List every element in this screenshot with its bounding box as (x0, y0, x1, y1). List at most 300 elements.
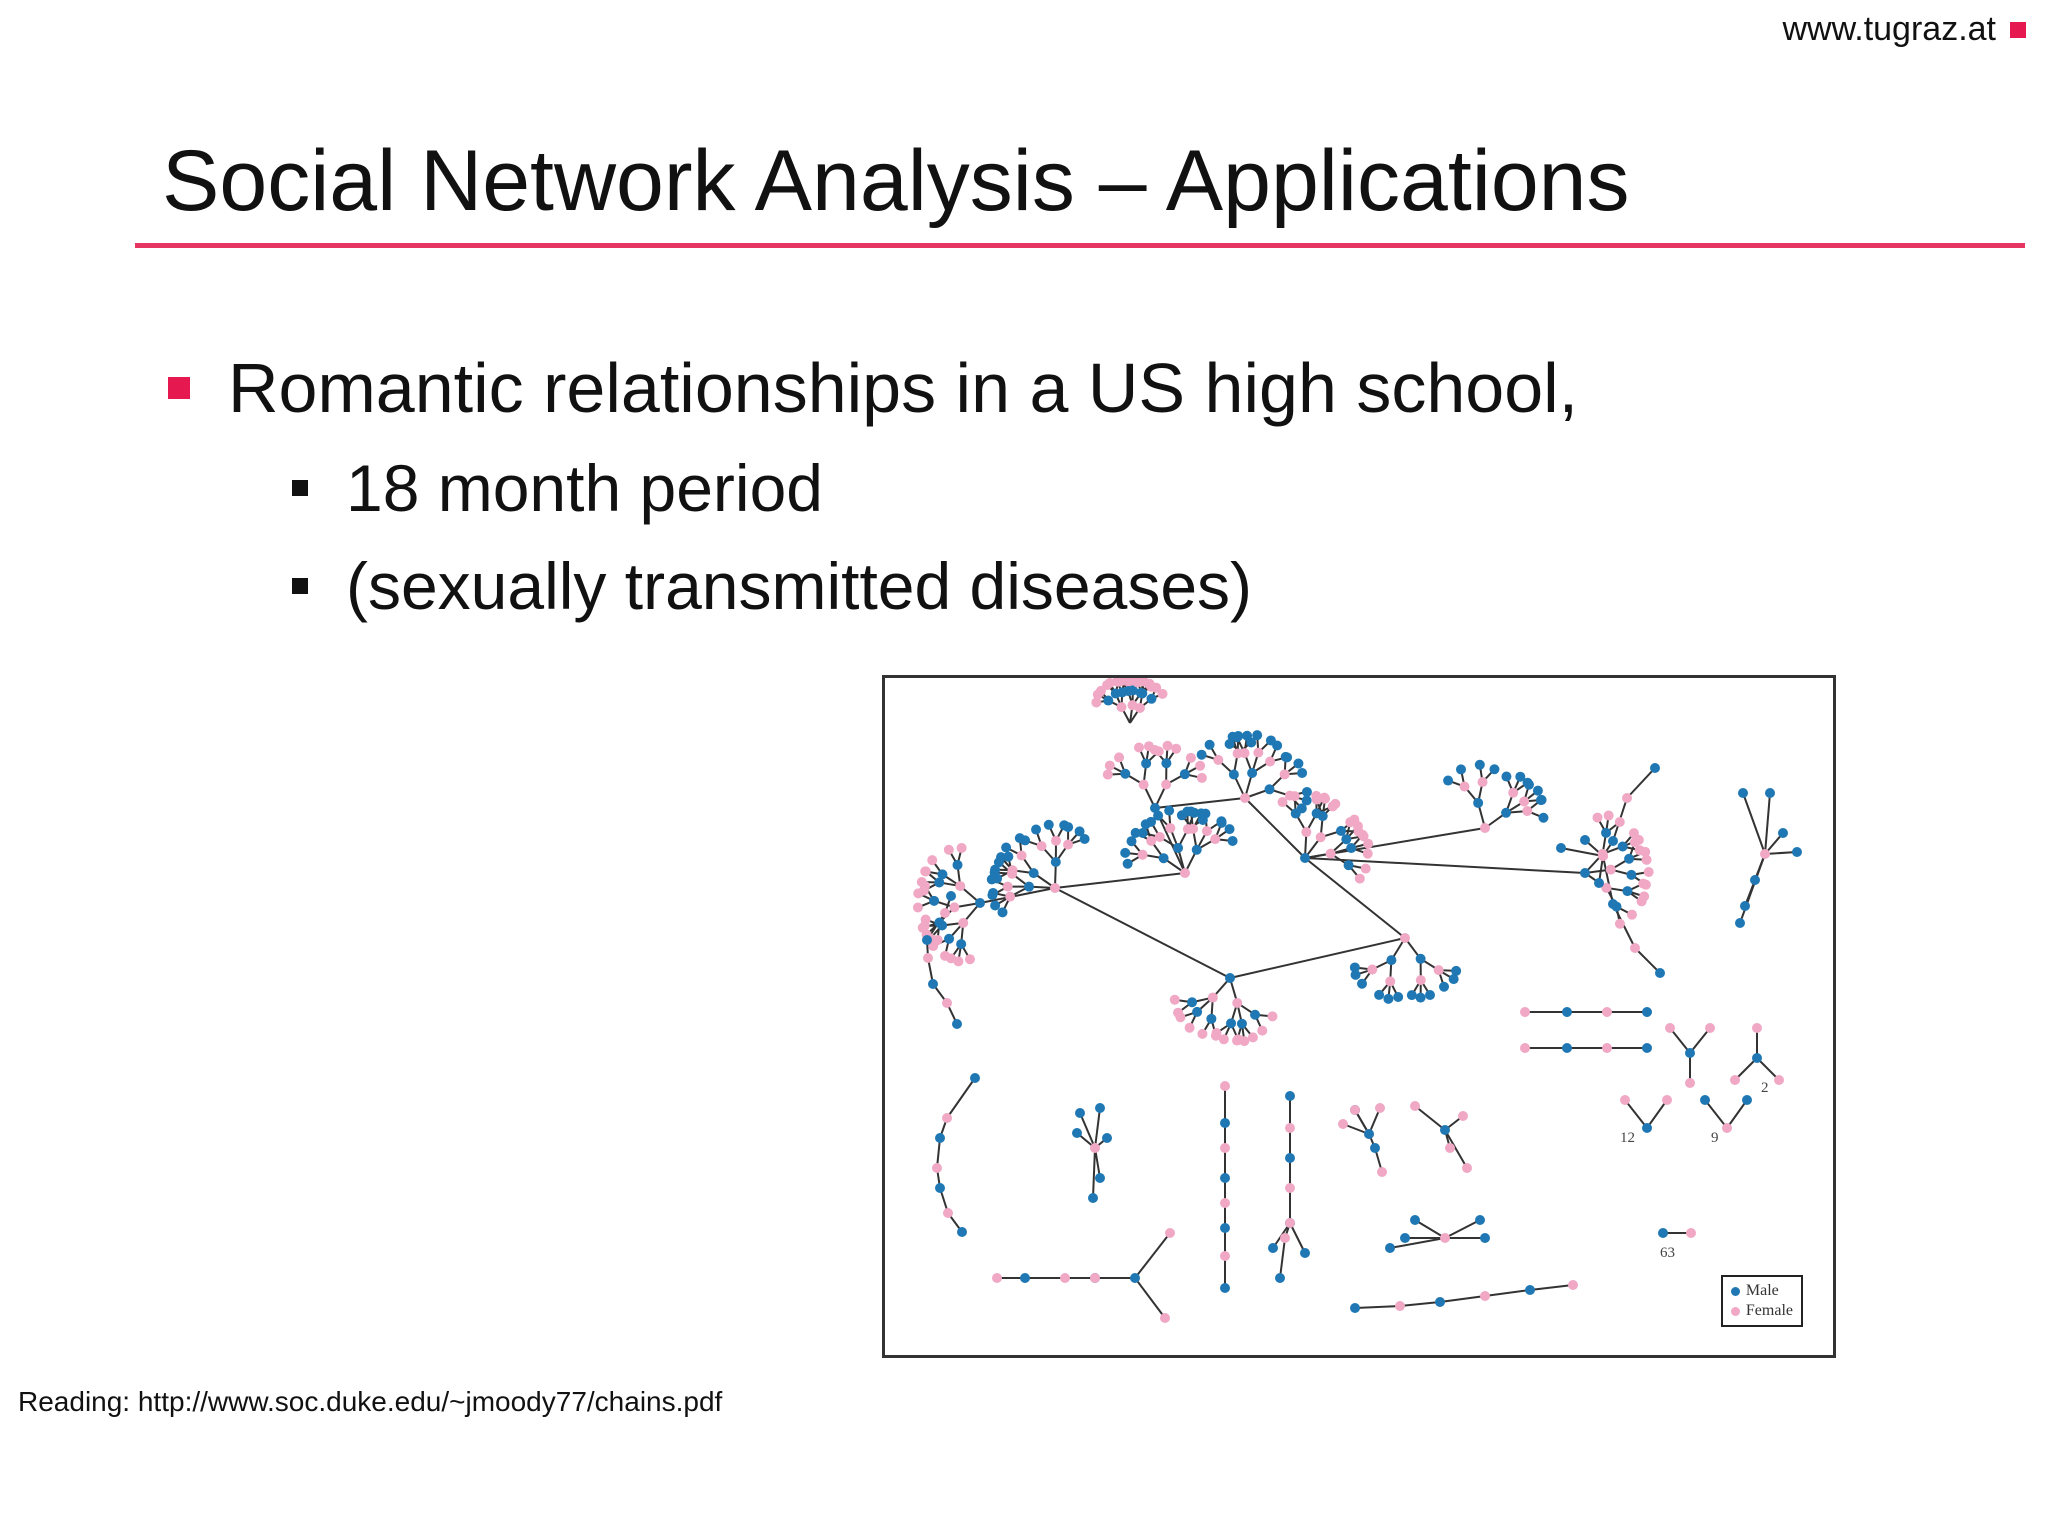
legend-male (1731, 1281, 1793, 1301)
male-node (1138, 828, 1148, 838)
female-node (1197, 1029, 1207, 1039)
male-node (1370, 1143, 1380, 1153)
female-node (1161, 780, 1171, 790)
female-node (1210, 834, 1220, 844)
female-node (1604, 811, 1614, 821)
network-edge (1355, 1306, 1400, 1308)
female-node (1630, 837, 1640, 847)
male-node (1206, 1014, 1216, 1024)
female-node (1375, 1103, 1385, 1113)
network-edge (1415, 1220, 1445, 1238)
male-node (970, 1073, 980, 1083)
female-node (1480, 1291, 1490, 1301)
male-node (1051, 857, 1061, 867)
male-node (1159, 853, 1169, 863)
reading-reference[interactable]: Reading: http://www.soc.duke.edu/~jmoody77/chains.pdf (18, 1386, 723, 1417)
male-node (1228, 836, 1238, 846)
subbullet-1 (292, 450, 823, 526)
female-node (1139, 780, 1149, 790)
male-node (1416, 993, 1426, 1003)
male-node (1186, 806, 1196, 816)
female-node (1150, 745, 1160, 755)
male-node (1456, 764, 1466, 774)
female-node (1146, 836, 1156, 846)
male-node (1268, 1243, 1278, 1253)
male-node (934, 918, 944, 928)
male-node (1618, 841, 1628, 851)
male-node (1410, 1215, 1420, 1225)
network-edges (918, 678, 1797, 1318)
male-dot-icon (1731, 1287, 1740, 1296)
male-node (1192, 845, 1202, 855)
male-node (1120, 848, 1130, 858)
network-edge (1635, 948, 1660, 973)
female-node (1163, 741, 1173, 751)
male-node (1220, 1223, 1230, 1233)
network-edge (1135, 1233, 1170, 1278)
male-node (1161, 758, 1171, 768)
male-node (957, 1227, 967, 1237)
female-node (1267, 1011, 1277, 1021)
male-node (1247, 768, 1257, 778)
subbullet-text: (sexually transmitted diseases) (346, 549, 1253, 623)
network-edge (1705, 1100, 1727, 1128)
network-edge (1445, 1220, 1480, 1238)
female-node (1606, 865, 1616, 875)
male-node (1225, 824, 1235, 834)
site-url-text[interactable]: www.tugraz.at (1782, 10, 1996, 48)
female-node (1005, 892, 1015, 902)
male-node (1300, 853, 1310, 863)
male-node (1346, 843, 1356, 853)
male-node (1538, 813, 1548, 823)
female-node (1363, 839, 1373, 849)
female-node (1197, 773, 1207, 783)
male-node (1120, 769, 1130, 779)
female-node (1185, 1023, 1195, 1033)
female-node (1326, 849, 1336, 859)
network-edge (1230, 938, 1405, 978)
female-node (1722, 1123, 1732, 1133)
male-node (1742, 1095, 1752, 1105)
male-node (1020, 1273, 1030, 1283)
male-node (1440, 1125, 1450, 1135)
male-node (928, 979, 938, 989)
network-edge (1290, 1223, 1305, 1253)
female-node (1622, 793, 1632, 803)
female-node (1003, 882, 1013, 892)
network-graph (885, 678, 1833, 1355)
male-node (1250, 1010, 1260, 1020)
male-node (1357, 979, 1367, 989)
female-node (958, 918, 968, 928)
female-node (1522, 806, 1532, 816)
female-node (1114, 752, 1124, 762)
female-node (1459, 782, 1469, 792)
male-node (1217, 818, 1227, 828)
network-edge (1530, 1285, 1573, 1290)
female-node (1285, 1123, 1295, 1133)
male-node (1475, 1215, 1485, 1225)
male-node (1285, 1153, 1295, 1163)
male-node (1624, 854, 1634, 864)
female-node (1188, 824, 1198, 834)
slide-title: Social Network Analysis – Applications (162, 133, 1630, 229)
male-node (1364, 1129, 1374, 1139)
male-node (1063, 822, 1073, 832)
female-node (1445, 1143, 1455, 1153)
male-node (990, 865, 1000, 875)
male-node (1341, 834, 1351, 844)
female-node (1774, 1075, 1784, 1085)
component-label: 2 (1761, 1080, 1769, 1096)
male-node (1197, 750, 1207, 760)
female-node (1155, 832, 1165, 842)
female-node (1602, 1007, 1612, 1017)
female-node (1103, 770, 1113, 780)
male-node (1700, 1095, 1710, 1105)
female-node (1220, 1198, 1230, 1208)
female-node (1240, 793, 1250, 803)
legend-female-label: Female (1745, 1302, 1793, 1319)
male-node (1608, 836, 1618, 846)
female-node (1642, 855, 1652, 865)
female-node (1180, 868, 1190, 878)
female-node (1186, 753, 1196, 763)
male-node (1123, 859, 1133, 869)
male-node (1580, 868, 1590, 878)
female-node (1280, 769, 1290, 779)
female-node (1519, 796, 1529, 806)
female-node (1358, 830, 1368, 840)
female-node (1240, 748, 1250, 758)
network-edge (1627, 768, 1655, 798)
male-node (1524, 780, 1534, 790)
network-edge (1485, 1290, 1530, 1296)
male-node (1792, 847, 1802, 857)
female-node (940, 951, 950, 961)
female-node (992, 1273, 1002, 1283)
male-node (1642, 1123, 1652, 1133)
female-dot-icon (1731, 1307, 1740, 1316)
female-node (1135, 703, 1145, 713)
male-node (1285, 1091, 1295, 1101)
male-node (1153, 811, 1163, 821)
female-node (1615, 919, 1625, 929)
female-node (1233, 1034, 1243, 1044)
male-node (1525, 1285, 1535, 1295)
male-node (1103, 696, 1113, 706)
female-node (1195, 761, 1205, 771)
female-node (1363, 849, 1373, 859)
network-edge (1727, 1100, 1747, 1128)
female-node (1301, 827, 1311, 837)
female-node (944, 845, 954, 855)
female-node (1627, 910, 1637, 920)
female-node (1051, 836, 1061, 846)
female-node (1508, 788, 1518, 798)
male-node (922, 935, 932, 945)
male-node (1501, 772, 1511, 782)
network-edge (1647, 1100, 1667, 1128)
female-node (1257, 1026, 1267, 1036)
male-node (1473, 798, 1483, 808)
female-node (932, 1163, 942, 1173)
female-node (1090, 1143, 1100, 1153)
male-node (1080, 834, 1090, 844)
network-edge (1093, 1148, 1095, 1198)
male-node (1146, 694, 1156, 704)
male-node (1130, 1273, 1140, 1283)
female-node (1338, 1119, 1348, 1129)
female-node (1730, 1075, 1740, 1085)
male-node (990, 901, 1000, 911)
male-node (1291, 809, 1301, 819)
male-node (1489, 764, 1499, 774)
male-node (1177, 810, 1187, 820)
subbullet-2 (292, 548, 1252, 624)
male-node (929, 896, 939, 906)
subbullet-text: 18 month period (346, 451, 823, 525)
female-node (1171, 744, 1181, 754)
male-node (1740, 901, 1750, 911)
male-node (1536, 795, 1546, 805)
male-node (1642, 1043, 1652, 1053)
male-node (946, 891, 956, 901)
male-node (1752, 1053, 1762, 1063)
female-node (1165, 1228, 1175, 1238)
female-node (1395, 1301, 1405, 1311)
male-node (1220, 1173, 1230, 1183)
female-node (1060, 1273, 1070, 1283)
site-url[interactable] (1782, 10, 2026, 49)
male-node (935, 1183, 945, 1193)
network-edge (1603, 856, 1613, 904)
male-node (1562, 1007, 1572, 1017)
female-node (1685, 1078, 1695, 1088)
female-node (1220, 1143, 1230, 1153)
network-edge (1055, 873, 1185, 888)
female-node (918, 923, 928, 933)
male-node (1626, 870, 1636, 880)
male-node (1439, 982, 1449, 992)
female-node (1316, 832, 1326, 842)
male-node (1293, 759, 1303, 769)
female-node (1478, 777, 1488, 787)
female-node (1353, 821, 1363, 831)
male-node (1374, 990, 1384, 1000)
male-node (1425, 990, 1435, 1000)
female-node (1410, 1101, 1420, 1111)
male-node (1685, 1048, 1695, 1058)
bullet-level1 (168, 348, 1578, 428)
female-node (1593, 813, 1603, 823)
female-node (1160, 1313, 1170, 1323)
male-node (992, 873, 1002, 883)
female-node (1037, 841, 1047, 851)
female-node (955, 881, 965, 891)
male-node (1383, 994, 1393, 1004)
female-node (1462, 1163, 1472, 1173)
male-node (1556, 843, 1566, 853)
brand-square-icon (2010, 22, 2026, 38)
male-node (1102, 1133, 1112, 1143)
female-node (1320, 794, 1330, 804)
male-node (1580, 835, 1590, 845)
network-edge (1440, 1296, 1485, 1302)
male-node (1642, 1007, 1652, 1017)
female-node (920, 866, 930, 876)
female-node (1173, 1008, 1183, 1018)
network-edge (1305, 858, 1405, 938)
female-node (1134, 742, 1144, 752)
female-node (1458, 1111, 1468, 1121)
female-node (1602, 1043, 1612, 1053)
female-node (940, 908, 950, 918)
male-node (1226, 1018, 1236, 1028)
female-node (1568, 1280, 1578, 1290)
female-node (1253, 748, 1263, 758)
female-node (942, 1113, 952, 1123)
female-node (1280, 1233, 1290, 1243)
male-node (1095, 1173, 1105, 1183)
male-node (1225, 973, 1235, 983)
network-nodes (913, 678, 1802, 1323)
female-node (1644, 867, 1654, 877)
male-node (1252, 730, 1262, 740)
male-node (1501, 808, 1511, 818)
female-node (1232, 998, 1242, 1008)
male-node (1265, 784, 1275, 794)
female-node (919, 886, 929, 896)
male-node (1443, 776, 1453, 786)
female-node (1752, 1023, 1762, 1033)
female-node (957, 843, 967, 853)
male-node (1095, 1103, 1105, 1113)
female-node (1355, 874, 1365, 884)
male-node (1738, 788, 1748, 798)
male-node (1229, 769, 1239, 779)
female-node (1285, 1218, 1295, 1228)
male-node (996, 852, 1006, 862)
legend-female (1731, 1301, 1793, 1321)
male-node (1137, 688, 1147, 698)
female-node (1361, 864, 1371, 874)
male-node (1300, 1248, 1310, 1258)
male-node (1622, 886, 1632, 896)
component-label: 12 (1620, 1130, 1635, 1146)
female-node (933, 935, 943, 945)
female-node (927, 855, 937, 865)
male-node (1318, 811, 1328, 821)
male-node (1020, 835, 1030, 845)
male-node (1533, 786, 1543, 796)
female-node (1665, 1023, 1675, 1033)
male-node (1275, 1273, 1285, 1283)
female-node (1090, 1273, 1100, 1283)
female-node (1220, 1251, 1230, 1261)
female-node (1637, 896, 1647, 906)
male-node (1778, 828, 1788, 838)
female-node (1165, 823, 1175, 833)
male-node (1350, 1303, 1360, 1313)
male-node (1449, 974, 1459, 984)
male-node (1562, 1043, 1572, 1053)
female-node (1017, 851, 1027, 861)
male-node (952, 1019, 962, 1029)
female-node (1385, 976, 1395, 986)
network-figure (882, 675, 1836, 1358)
network-edge (1625, 1100, 1647, 1128)
female-node (1278, 797, 1288, 807)
male-node (956, 939, 966, 949)
female-node (1330, 799, 1340, 809)
female-node (1377, 1167, 1387, 1177)
network-edge (1390, 1238, 1445, 1248)
male-node (1594, 878, 1604, 888)
female-node (1211, 1031, 1221, 1041)
female-node (1208, 993, 1218, 1003)
male-node (1205, 740, 1215, 750)
female-node (1138, 850, 1148, 860)
female-node (1202, 826, 1212, 836)
male-node (1281, 752, 1291, 762)
bullet-text: Romantic relationships in a US high school, (228, 349, 1579, 427)
male-node (1393, 992, 1403, 1002)
female-node (923, 953, 933, 963)
male-node (1072, 1128, 1082, 1138)
male-node (1735, 918, 1745, 928)
legend (1721, 1275, 1803, 1327)
male-node (944, 934, 954, 944)
male-node (1655, 968, 1665, 978)
female-node (1367, 965, 1377, 975)
male-node (1075, 1108, 1085, 1118)
male-node (1416, 954, 1426, 964)
female-node (949, 902, 959, 912)
male-node (1220, 1118, 1230, 1128)
male-node (1237, 1019, 1247, 1029)
male-node (1601, 828, 1611, 838)
male-node (1242, 731, 1252, 741)
component-label: 9 (1711, 1130, 1719, 1146)
network-edge (1095, 1108, 1100, 1148)
male-node (1024, 882, 1034, 892)
male-node (1385, 1243, 1395, 1253)
male-node (1141, 758, 1151, 768)
female-node (1213, 755, 1223, 765)
male-node (1297, 768, 1307, 778)
male-node (1475, 760, 1485, 770)
female-node (1117, 702, 1127, 712)
male-node (1658, 1228, 1668, 1238)
male-node (1480, 1233, 1490, 1243)
female-node (1248, 1032, 1258, 1042)
female-node (1285, 1183, 1295, 1193)
subbullet-square-icon (292, 480, 308, 496)
female-node (1686, 1228, 1696, 1238)
male-node (1225, 739, 1235, 749)
female-node (1105, 761, 1115, 771)
female-node (1615, 817, 1625, 827)
female-node (942, 998, 952, 1008)
female-node (1416, 975, 1426, 985)
male-node (1650, 763, 1660, 773)
male-node (1336, 826, 1346, 836)
female-node (1063, 840, 1073, 850)
female-node (1705, 1023, 1715, 1033)
female-node (1008, 865, 1018, 875)
